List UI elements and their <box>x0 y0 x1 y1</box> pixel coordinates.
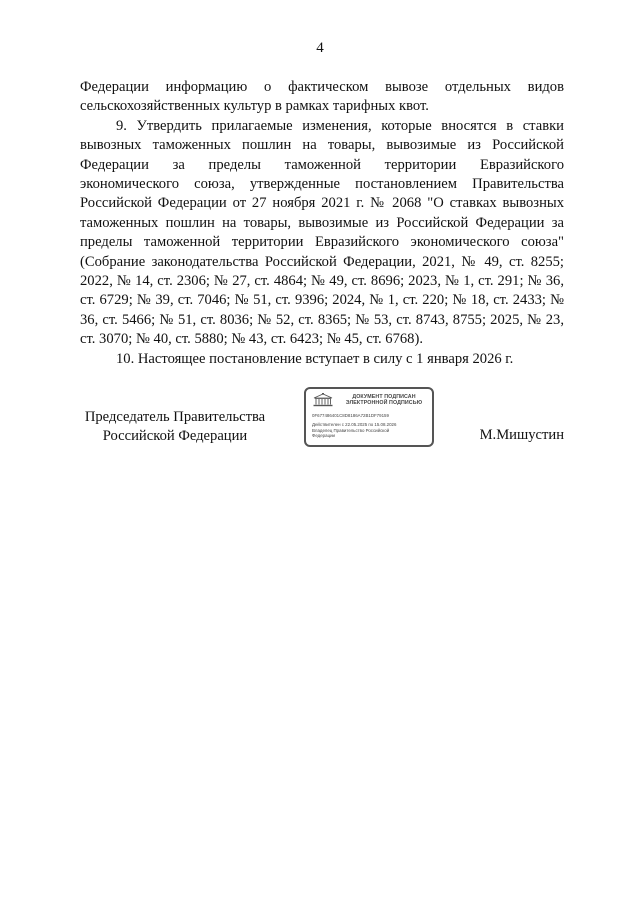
stamp-header-line2: ЭЛЕКТРОННОЙ ПОДПИСЬЮ <box>345 400 423 407</box>
government-building-icon <box>312 393 334 407</box>
signatory-title <box>80 408 270 446</box>
stamp-owner-line2: Федерации <box>312 433 335 438</box>
electronic-signature-stamp <box>304 387 434 447</box>
page-number: 4 <box>316 40 324 56</box>
signatory-name: М.Мишустин <box>479 427 564 443</box>
stamp-header-line1: ДОКУМЕНТ ПОДПИСАН <box>352 394 416 400</box>
stamp-validity: Действителен с 22.05.2025 по 15.08.2026 <box>312 422 397 427</box>
stamp-owner-line1: Владелец Правительство Российской <box>312 428 390 433</box>
stamp-certificate: 0F677486401C8D8186A72B1DF79159 <box>312 413 389 418</box>
paragraph-item-9: 9. Утвердить прилагаемые изменения, которые вносятся в ставки вывозных таможенных пошлин на товары, вывозимые из Российской Федерации за пределы таможенной территории Евразийского экономического союза, утвержденные постановлением Правительства Российской Федерации от 27 ноября 2021 г. № 2068 "О ставках вывозных таможенных пошлин на товары, вывозимые из Российской Федерации за пределы таможенной территории Евразийского экономического союза" (Собрание законодательства Российской Федерации, 2021, № 49, ст. 8255; 2022, № 14, ст. 2306; № 27, ст. 4864; № 49, ст. 8696; 2023, № 1, ст. 291; № 36, ст. 6729; № 39, ст. 7046; № 51, ст. 9396; 2024, № 1, ст. 220; № 18, ст. 2433; № 36, ст. 5466; № 51, ст. 8036; № 52, ст. 8365; № 53, ст. 8743, 8755; 2025, № 23, ст. 3070; № 40, ст. 5880; № 43, ст. 6423; № 45, ст. 6768). <box>80 117 564 348</box>
document-body <box>80 78 564 369</box>
paragraph-continuation: Федерации информацию о фактическом вывозе отдельных видов сельскохозяйственных культур в рамках тарифных квот. <box>80 79 564 115</box>
paragraph-item-10: 10. Настоящее постановление вступает в силу с 1 января 2026 г. <box>116 350 514 367</box>
signatory-title-line2: Российской Федерации <box>102 428 248 444</box>
stamp-header <box>336 394 432 407</box>
signatory-title-line1: Председатель Правительства <box>84 409 266 425</box>
